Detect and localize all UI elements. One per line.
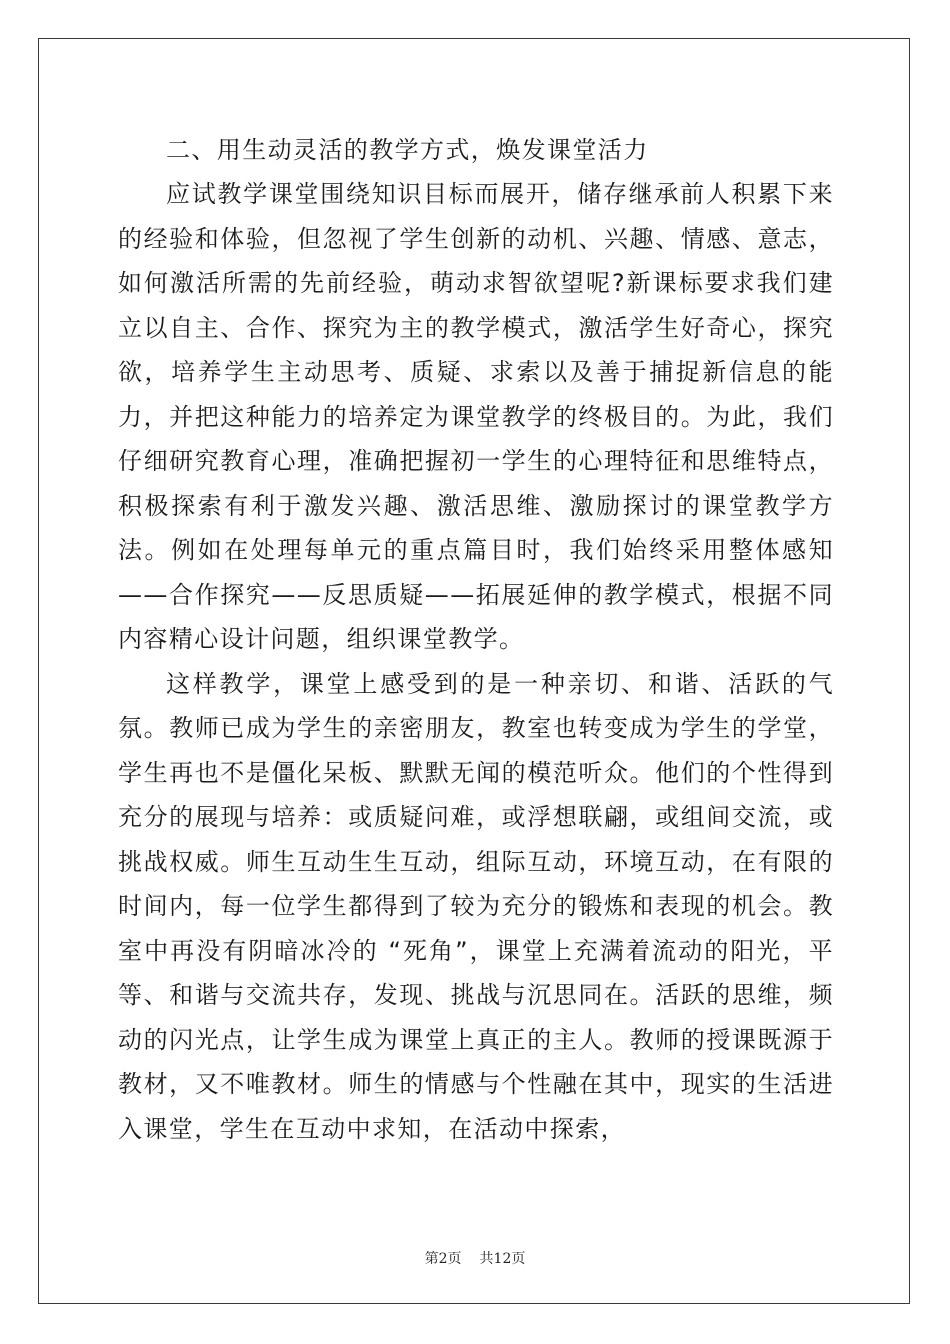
page-number: 第2页 [424,1251,462,1267]
paragraph: 应试教学课堂围绕知识目标而展开，储存继承前人积累下来的经验和体验，但忽视了学生创新的动机、兴趣、情感、意志，如何激活所需的先前经验，萌动求智欲望呢?新课标要求我们建立以自主、合作、探究为主的教学模式，激活学生好奇心，探究欲，培养学生主动思考、质疑、求索以及善于捕捉新信息的能力，并把这种能力的培养定为课堂教学的终极目的。为此，我们仔细研究教育心理，准确把握初一学生的心理特征和思维特点，积极探索有利于激发兴趣、激活思维、激励探讨的课堂教学方法。例如在处理每单元的重点篇目时，我们始终采用整体感知——合作探究——反思质疑——拓展延伸的教学模式，根据不同内容精心设计问题，组织课堂教学。 [118,180,834,653]
paragraph: 这样教学，课堂上感受到的是一种亲切、和谐、活跃的气氛。教师已成为学生的亲密朋友，教室也转变成为学生的学堂，学生再也不是僵化呆板、默默无闻的模范听众。他们的个性得到充分的展现与培养：或质疑问难，或浮想联翩，或组间交流，或挑战权威。师生互动生生互动，组际互动，环境互动，在有限的时间内，每一位学生都得到了较为充分的锻炼和表现的机会。教室中再没有阴暗冰冷的 “死角”，课堂上充满着流动的阳光，平等、和谐与交流共存，发现、挑战与沉思同在。活跃的思维，频动的闪光点，让学生成为课堂上真正的主人。教师的授课既源于教材，又不唯教材。师生的情感与个性融在其中，现实的生活进入课堂，学生在互动中求知，在活动中探索， [118,669,834,1143]
page-footer [0,1248,950,1268]
page-total: 共12页 [479,1251,526,1267]
section-heading: 二、用生动灵活的教学方式，焕发课堂活力 [166,136,649,164]
document-body [118,128,834,1151]
